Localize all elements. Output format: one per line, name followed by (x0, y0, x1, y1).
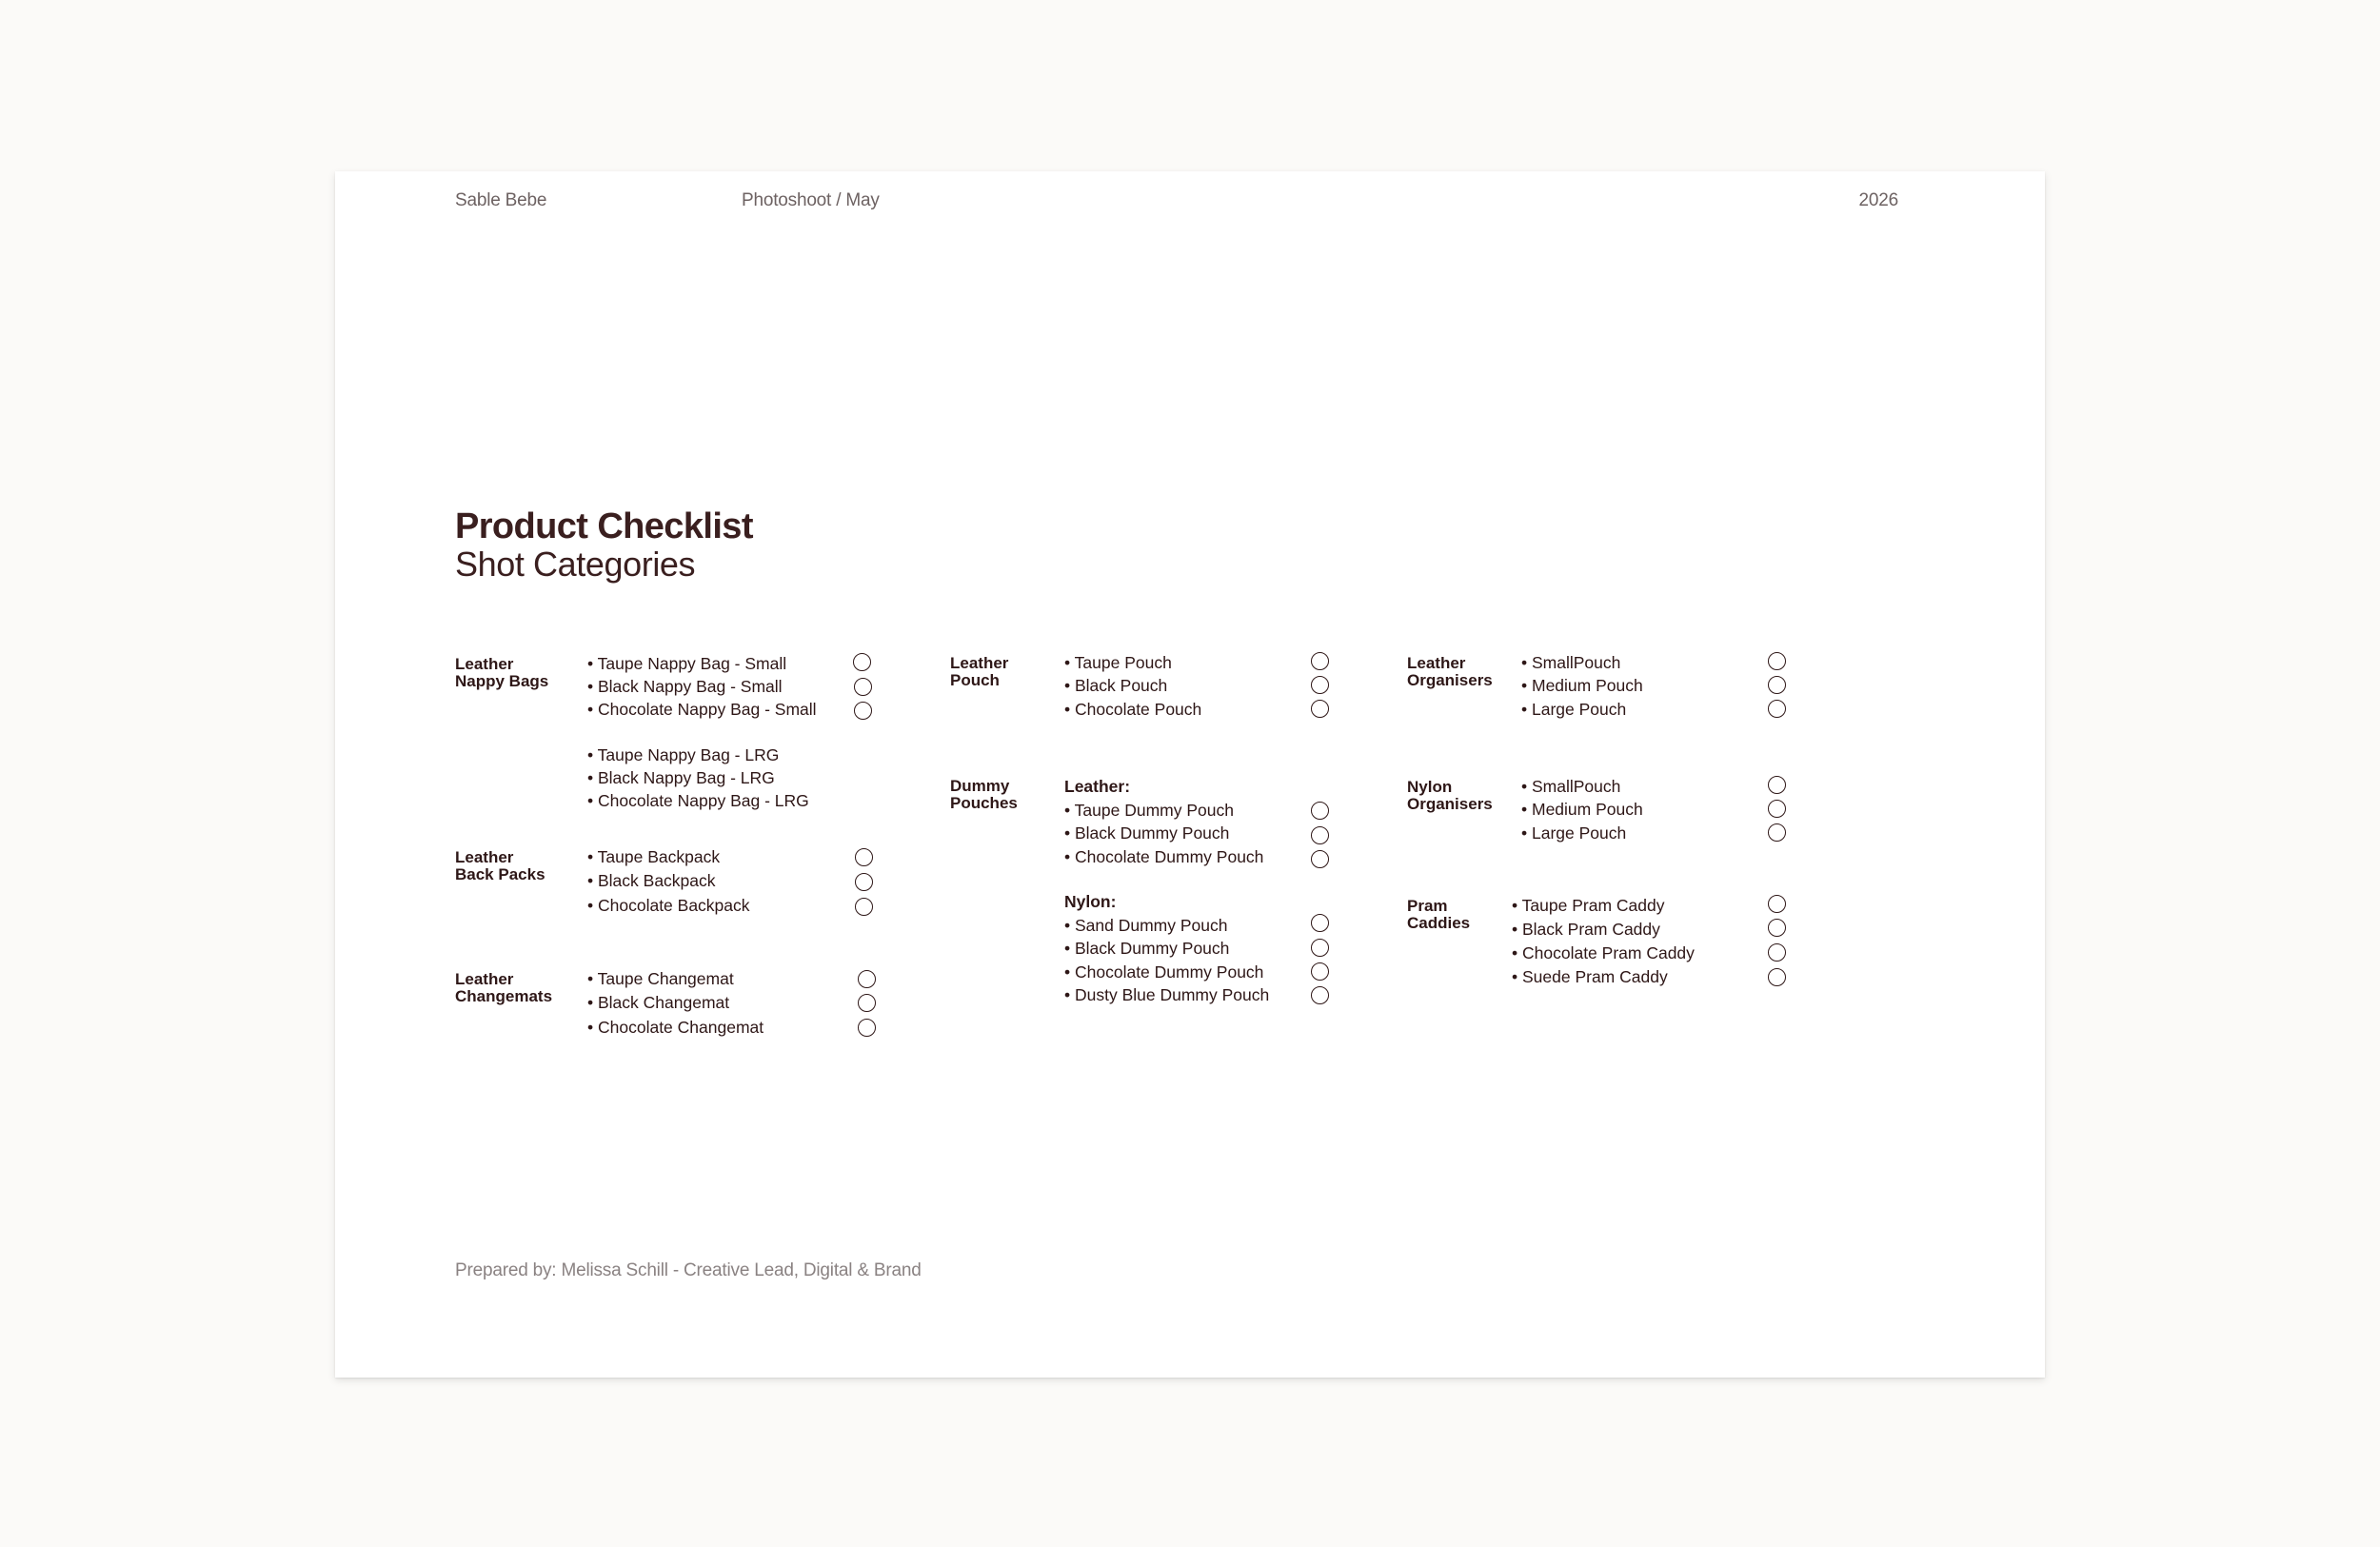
checkbox[interactable] (1768, 895, 1786, 913)
brand-name: Sable Bebe (455, 190, 547, 210)
list-item: • Sand Dummy Pouch (1064, 916, 1228, 935)
sublabel-leather: Leather: (1064, 777, 1131, 796)
checkbox[interactable] (1311, 700, 1329, 718)
checkbox[interactable] (1311, 986, 1329, 1004)
checkbox[interactable] (1311, 652, 1329, 670)
list-item: • Taupe Dummy Pouch (1064, 801, 1234, 820)
checkbox[interactable] (1311, 914, 1329, 932)
list-item: • Suede Pram Caddy (1512, 967, 1668, 986)
list-item: • Chocolate Pram Caddy (1512, 943, 1695, 962)
list-item: • Medium Pouch (1521, 800, 1643, 819)
list-item: • Large Pouch (1521, 700, 1627, 719)
list-item: • Taupe Changemat (587, 969, 734, 988)
checkbox[interactable] (1768, 968, 1786, 986)
checkbox[interactable] (858, 1019, 876, 1037)
checkbox[interactable] (1311, 676, 1329, 694)
checkbox[interactable] (855, 848, 873, 866)
category-label-leather-changemats: Leather Changemats (455, 970, 553, 1005)
list-item: • Black Pram Caddy (1512, 920, 1660, 939)
list-item: • Taupe Pram Caddy (1512, 896, 1665, 915)
checkbox[interactable] (1311, 826, 1329, 844)
list-item: • Taupe Nappy Bag - LRG (587, 745, 780, 764)
year-label: 2026 (1858, 190, 1898, 210)
list-item: • Black Backpack (587, 871, 716, 890)
checkbox[interactable] (1311, 962, 1329, 981)
sublabel-nylon: Nylon: (1064, 892, 1117, 911)
checkbox[interactable] (1768, 652, 1786, 670)
category-label-nylon-organisers: Nylon Organisers (1407, 778, 1493, 813)
checkbox[interactable] (1768, 800, 1786, 818)
list-item: • Chocolate Dummy Pouch (1064, 962, 1264, 982)
list-item: • Taupe Backpack (587, 847, 721, 866)
category-label-dummy-pouches: Dummy Pouches (950, 777, 1018, 812)
category-label-leather-back-packs: Leather Back Packs (455, 848, 545, 883)
list-item: • Chocolate Backpack (587, 896, 750, 915)
checkbox[interactable] (854, 678, 872, 696)
list-item: • Black Changemat (587, 993, 730, 1012)
checkbox[interactable] (1768, 676, 1786, 694)
list-item: • Chocolate Changemat (587, 1018, 764, 1037)
checkbox[interactable] (854, 702, 872, 720)
checkbox[interactable] (1768, 943, 1786, 962)
list-item: • Chocolate Pouch (1064, 700, 1202, 719)
list-item: • Black Nappy Bag - Small (587, 677, 783, 696)
checkbox[interactable] (1768, 823, 1786, 842)
checkbox[interactable] (855, 873, 873, 891)
list-item: • Dusty Blue Dummy Pouch (1064, 985, 1270, 1004)
list-item: • Black Dummy Pouch (1064, 939, 1230, 958)
checkbox[interactable] (1768, 919, 1786, 937)
checkbox[interactable] (855, 898, 873, 916)
list-item: • Chocolate Nappy Bag - Small (587, 700, 817, 719)
category-label-leather-organisers: Leather Organisers (1407, 654, 1493, 689)
prepared-by-footer: Prepared by: Melissa Schill - Creative Lead, Digital & Brand (455, 1260, 922, 1280)
list-item: • Black Pouch (1064, 676, 1168, 695)
checkbox[interactable] (1768, 776, 1786, 794)
project-name: Photoshoot / May (742, 190, 880, 210)
checkbox[interactable] (1311, 939, 1329, 957)
checkbox[interactable] (1768, 700, 1786, 718)
list-item: • SmallPouch (1521, 653, 1621, 672)
checkbox[interactable] (853, 653, 871, 671)
category-label-pram-caddies: Pram Caddies (1407, 897, 1471, 932)
checkbox[interactable] (858, 994, 876, 1012)
list-item: • Taupe Nappy Bag - Small (587, 654, 787, 673)
list-item: • Black Nappy Bag - LRG (587, 768, 775, 787)
category-label-leather-nappy-bags: Leather Nappy Bags (455, 655, 549, 690)
checkbox[interactable] (858, 970, 876, 988)
list-item: • Chocolate Dummy Pouch (1064, 847, 1264, 866)
checkbox[interactable] (1311, 850, 1329, 868)
list-item: • Black Dummy Pouch (1064, 823, 1230, 843)
page-subtitle: Shot Categories (455, 545, 696, 584)
category-label-leather-pouch: Leather Pouch (950, 654, 1009, 689)
list-item: • Large Pouch (1521, 823, 1627, 843)
page-title: Product Checklist (455, 506, 753, 546)
list-item: • Chocolate Nappy Bag - LRG (587, 791, 809, 810)
list-item: • Taupe Pouch (1064, 653, 1172, 672)
list-item: • Medium Pouch (1521, 676, 1643, 695)
list-item: • SmallPouch (1521, 777, 1621, 796)
checklist-page (335, 171, 2045, 1378)
checkbox[interactable] (1311, 802, 1329, 820)
